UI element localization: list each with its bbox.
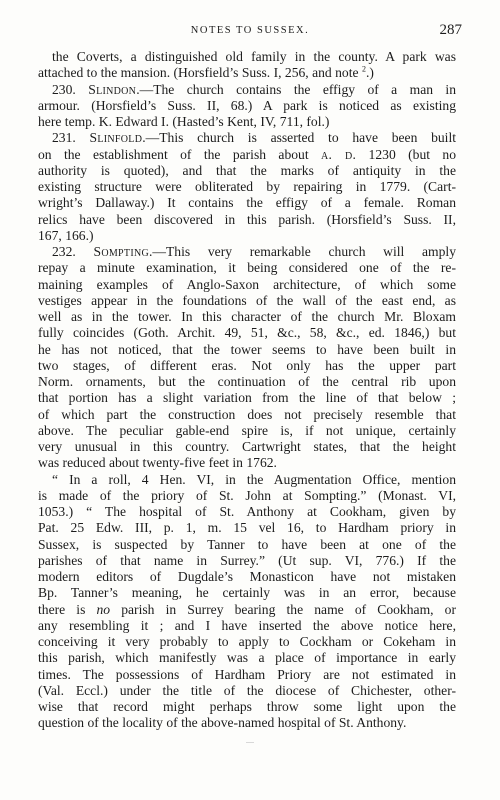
- text-line: [38, 634, 456, 650]
- small-caps-text: Slinfold: [89, 130, 143, 146]
- text-line: [38, 49, 456, 65]
- text-line: [38, 260, 456, 276]
- text-line: [38, 472, 456, 488]
- text-run: here temp. K. Edward I. (Hasted’s Kent, IV, 711, fol.): [38, 114, 330, 129]
- text-line: [38, 114, 456, 130]
- text-run: .—The church contains the effigy of a man in: [136, 81, 456, 97]
- text-line: [38, 667, 456, 683]
- text-run: authority is quoted), and that the marks of antiquity in the: [38, 162, 456, 178]
- text-run: relics have been discovered in this parish. (Horsfield’s Suss. II,: [38, 211, 456, 227]
- text-run: vestiges appear in the foundations of the wall of the east end, as: [38, 292, 456, 308]
- text-line: [38, 212, 456, 228]
- paragraph: [38, 49, 456, 82]
- text-line: [38, 569, 456, 585]
- text-line: [38, 65, 456, 81]
- text-line: [38, 309, 456, 325]
- text-line: [38, 342, 456, 358]
- text-line: [38, 537, 456, 553]
- text-run: very unusual in this country. Cartwright states, that the height: [38, 439, 456, 454]
- text-run: 232.: [52, 244, 94, 259]
- paragraph: [38, 130, 456, 244]
- text-line: [38, 277, 456, 293]
- text-run: of which part the construction does not precisely resemble that: [38, 406, 456, 422]
- text-line: [38, 650, 456, 666]
- text-run: Pat. 25 Edw. III, p. 1, m. 15 vel 16, to Hardham priory in: [38, 520, 456, 536]
- text-run: is made of the priory of St. John at Sompting.” (Monast. VI,: [38, 487, 456, 503]
- text-line: [38, 228, 456, 244]
- text-line: [38, 325, 456, 341]
- text-run: armour. (Horsfield’s Suss. II, 68.) A park is noticed as existing: [38, 97, 456, 113]
- text-run: wise that record might perhaps throw some light upon the: [38, 699, 456, 714]
- text-run: fully coincides (Goth. Archit. 49, 51, &c., 58, &c., ed. 1846,) but: [38, 325, 456, 341]
- paragraph: [38, 82, 456, 131]
- text-run: any resembling it ; and I have inserted the above notice here,: [38, 617, 456, 633]
- text-line: [38, 147, 456, 163]
- text-line: [38, 439, 456, 455]
- text-line: [38, 390, 456, 406]
- text-line: [38, 163, 456, 179]
- text-line: [38, 358, 456, 374]
- text-run: existing structure were obliterated by repairing in 1779. (Cart-: [38, 179, 456, 194]
- text-run: the Coverts, a distinguished old family in the county. A park was: [52, 49, 456, 64]
- text-line: [38, 488, 456, 504]
- text-line: [38, 423, 456, 439]
- text-run: Bp. Tanner’s meaning, he certainly was in an error, because: [38, 585, 456, 601]
- text-run: times. The possessions of Hardham Priory are not estimated in: [38, 666, 456, 682]
- text-run: two stages, of different eras. Not only has the upper part: [38, 357, 456, 373]
- text-run: .—This very remarkable church will amply: [149, 244, 456, 259]
- text-run: well as in the tower. In this character of the church Mr. Bloxam: [38, 309, 456, 324]
- text-line: [38, 455, 456, 471]
- text-line: [38, 618, 456, 634]
- text-line: [38, 82, 456, 98]
- text-run: that portion has a slight variation from the line of that below ;: [38, 390, 456, 406]
- text-run: there is: [38, 601, 97, 617]
- text-run: 167, 166.): [38, 227, 94, 243]
- text-line: [38, 585, 456, 601]
- text-run: parishes of that name in Surrey.” (Ut sup. VI, 776.) If the: [38, 552, 456, 568]
- text-run: 231.: [52, 130, 90, 146]
- text-run: conceiving it very probably to apply to Cockham or Cokeham in: [38, 634, 456, 649]
- text-run: maining examples of Anglo-Saxon architecture, of which some: [38, 276, 456, 292]
- text-run: repay a minute examination, it being considered one of the re-: [38, 260, 456, 276]
- body-text: [38, 49, 456, 732]
- small-caps-text: Slindon: [88, 81, 137, 97]
- text-run: “ In a roll, 4 Hen. VI, in the Augmentation Office, mention: [52, 471, 456, 487]
- text-run: modern editors of Dugdale’s Monasticon have not mistaken: [38, 569, 456, 584]
- text-line: [38, 179, 456, 195]
- text-run: on the establishment of the parish about: [38, 146, 322, 162]
- text-line: [38, 504, 456, 520]
- text-run: attached to the mansion. (Horsfield’s Suss. I, 256, and note: [38, 65, 362, 81]
- small-caps-text: Sompting: [93, 244, 150, 259]
- text-line: [38, 244, 456, 260]
- text-run: was reduced about twenty-five feet in 1762.: [38, 455, 277, 471]
- text-line: [38, 374, 456, 390]
- page-header: [38, 22, 462, 42]
- text-run: 230.: [52, 81, 89, 97]
- text-line: [38, 293, 456, 309]
- text-line: [38, 699, 456, 715]
- text-line: [38, 98, 456, 114]
- text-run: Sussex, is suspected by Tanner to have been at one of the: [38, 536, 456, 552]
- text-run: (Val. Eccl.) under the title of the diocese of Chichester, other-: [38, 682, 456, 698]
- text-run: wright’s Dallaway.) It contains the effigy of a female. Roman: [38, 195, 456, 211]
- text-line: [38, 520, 456, 536]
- bottom-mark: [246, 742, 254, 743]
- text-run: he has not noticed, that the tower seems to have been built in: [38, 341, 456, 357]
- text-run: this parish, which manifestly was a place of importance in early: [38, 650, 456, 666]
- text-run: parish in Surrey bearing the name of Cookham, or: [110, 601, 456, 617]
- text-run: Norm. ornaments, but the continuation of the central rib upon: [38, 374, 456, 389]
- text-line: [38, 553, 456, 569]
- text-run: above. The peculiar gable-end spire is, if not unique, certainly: [38, 422, 456, 438]
- text-run: 1230 (but no: [356, 146, 456, 162]
- text-run: question of the locality of the above-named hospital of St. Anthony.: [38, 715, 407, 731]
- small-caps-text: a. d.: [321, 146, 357, 162]
- text-line: [38, 602, 456, 618]
- paragraph: [38, 472, 456, 732]
- text-line: [38, 130, 456, 146]
- page-number: 287: [439, 22, 462, 38]
- text-line: [38, 683, 456, 699]
- paragraph: [38, 244, 456, 472]
- text-line: [38, 407, 456, 423]
- text-line: [38, 195, 456, 211]
- text-run: .): [365, 65, 374, 81]
- italic-text: no: [96, 601, 111, 617]
- text-run: .—This church is asserted to have been built: [142, 130, 456, 146]
- running-head: NOTES TO SUSSEX.: [190, 25, 310, 36]
- text-run: 1053.) “ The hospital of St. Anthony at Cookham, given by: [38, 504, 456, 519]
- text-line: [38, 715, 456, 731]
- footnote-marker: 2: [361, 65, 366, 74]
